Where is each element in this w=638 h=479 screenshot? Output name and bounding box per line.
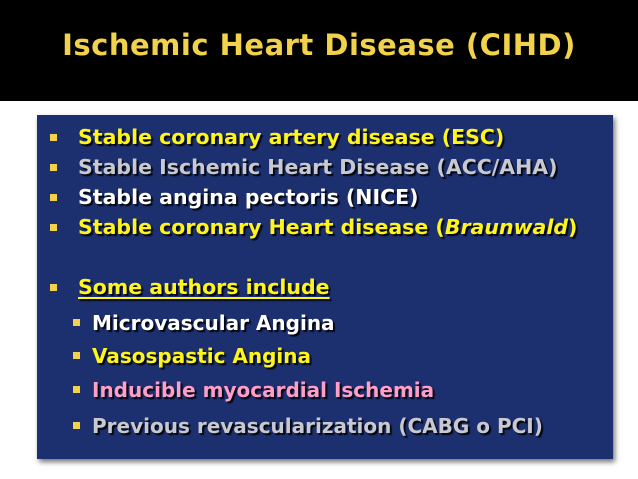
bullet-label-main: Stable angina pectoris (78, 185, 346, 209)
sub-item-label: Previous revascularization (CABG o PCI) (92, 414, 543, 438)
square-bullet-icon (50, 134, 57, 141)
content-panel (37, 115, 613, 459)
title-bar (0, 0, 638, 101)
bullet-label: Stable coronary artery disease (ESC) (78, 125, 505, 149)
bullet-label: Stable Ischemic Heart Disease (ACC/AHA) (78, 155, 558, 179)
square-bullet-icon (73, 319, 80, 326)
bullet-label-paren: (NICE) (345, 185, 419, 209)
square-bullet-icon (50, 224, 57, 231)
square-bullet-icon (50, 164, 57, 171)
bullet-label-end: ) (568, 215, 578, 239)
slide-title: Ischemic Heart Disease (CIHD) (62, 28, 576, 62)
bullet-label (78, 185, 419, 209)
sub-item-label: Inducible myocardial Ischemia (92, 378, 435, 402)
square-bullet-icon (73, 386, 80, 393)
bullet-label-italic: Braunwald (444, 215, 569, 239)
bullet-label (78, 215, 577, 239)
authors-heading: Some authors include (78, 275, 330, 299)
square-bullet-icon (73, 422, 80, 429)
sub-item-label: Vasospastic Angina (92, 344, 312, 368)
bullet-label-main: Stable coronary Heart disease ( (78, 215, 445, 239)
square-bullet-icon (50, 194, 57, 201)
square-bullet-icon (73, 352, 80, 359)
square-bullet-icon (50, 284, 57, 291)
sub-item-label: Microvascular Angina (92, 311, 335, 335)
